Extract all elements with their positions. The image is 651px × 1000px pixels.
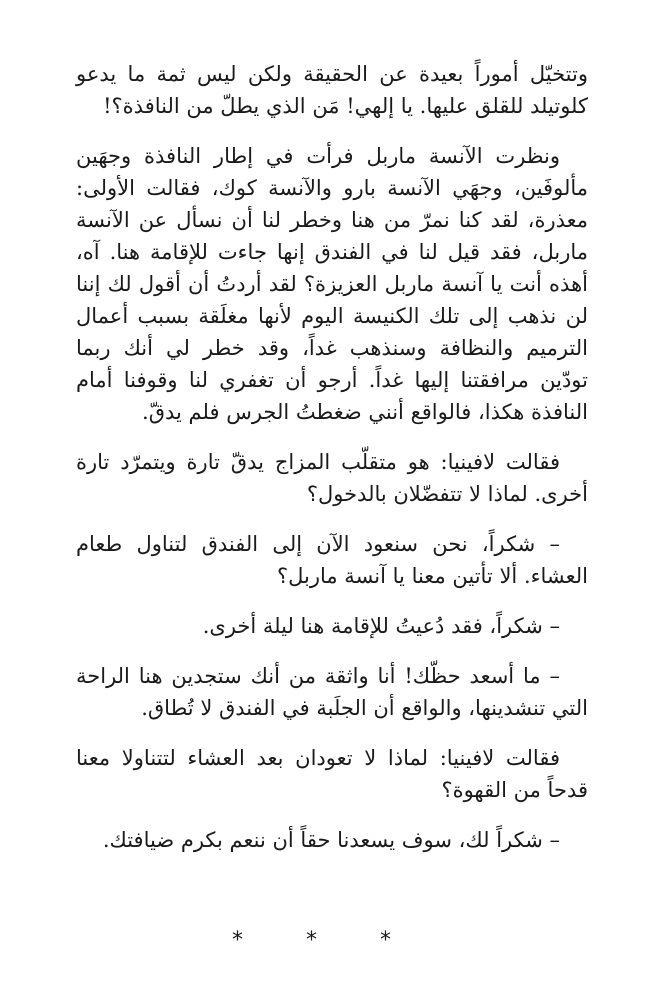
paragraph-narration: ونظرت الآنسة ماربل فرأت في إطار النافذة وجهَين مألوفَين، وجهَي الآنسة بارو والآنسة كوك، فقالت الأولى: معذرة، لقد كنا نمرّ من هنا وخطر لنا أن نسأل عن الآنسة ماربل، فقد قيل لنا في الفندق إنها جاءت للإقامة هنا. آه، أهذه أنت يا آنسة ماربل العزيزة؟ لقد أردتُ أن أقول لك إننا لن نذهب إلى تلك الكنيسة اليوم لأنها مغلَقة بسبب أعمال الترميم والنظافة وسنذهب غداً، وقد خطر لي أنك ربما تودّين مرافقتنا إليها غداً. أرجو أن تغفري لنا وقوفنا أمام النافذة هكذا، فالواقع أنني ضغطتُ الجرس فلم يدقّ.	[76, 144, 588, 424]
paragraph-lavinia-reply: فقالت لافينيا: هو متقلّب المزاج يدقّ تارة ويتمرّد تارة أخرى. لماذا لا تتفضّلان بالدخول؟	[76, 450, 588, 506]
paragraph-continuation: وتتخيّل أموراً بعيدة عن الحقيقة ولكن ليس ثمة ما يدعو كلوتيلد للقلق عليها. يا إلهي! مَن الذي يطلّ من النافذة؟!	[76, 62, 588, 118]
dialog-line: – شكراً، نحن سنعود الآن إلى الفندق لتناول طعام العشاء. ألا تأتين معنا يا آنسة ماربل؟	[76, 532, 588, 588]
dialog-line: – ما أسعد حظّك! أنا واثقة من أنك ستجدين هنا الراحة التي تنشدينها، والواقع أن الجلَبة في الفندق لا تُطاق.	[76, 664, 588, 720]
dialog-line: – شكراً، فقد دُعيتُ للإقامة هنا ليلة أخرى.	[202, 614, 560, 638]
section-separator: * * *	[232, 928, 419, 953]
paragraph-lavinia-invite: فقالت لافينيا: لماذا لا تعودان بعد العشاء لتتناولا معنا قدحاً من القهوة؟	[76, 746, 588, 802]
dialog-line: – شكراً لك، سوف يسعدنا حقاً أن ننعم بكرم ضيافتك.	[102, 828, 560, 852]
book-page	[76, 58, 588, 874]
